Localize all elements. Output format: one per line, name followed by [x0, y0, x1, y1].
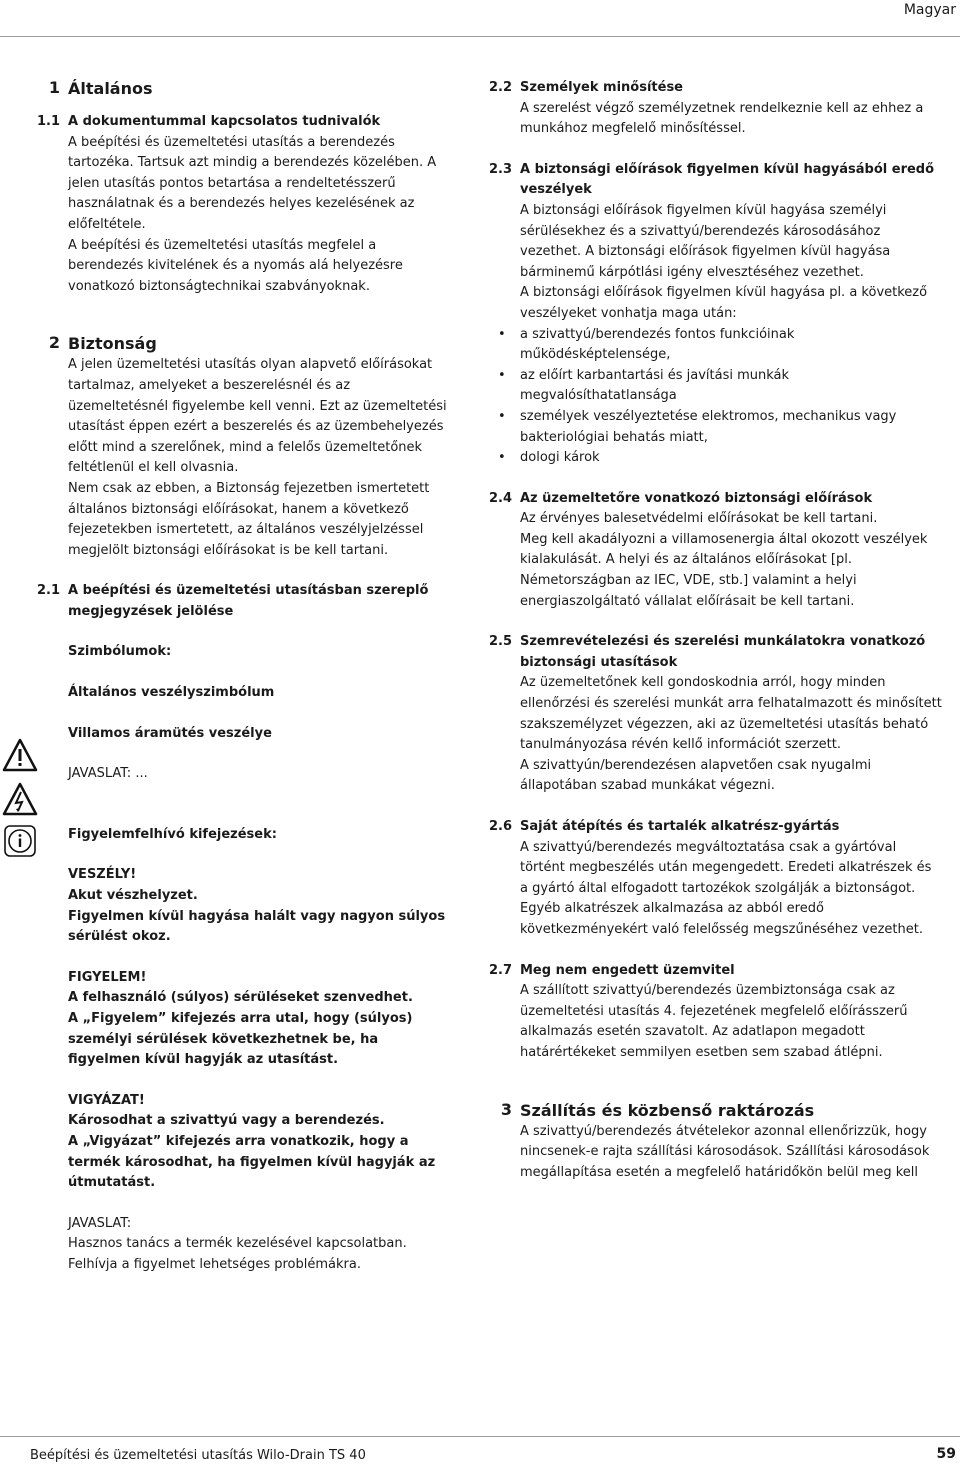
- warning-triangle-icon: [2, 738, 38, 772]
- paragraph: A szivattyú/berendezés átvételekor azonnal ellenőrizzük, hogy nincsenek-e rajta szállítási károsodások. Szállítási károsodások megállapítása esetén a megfelelő határidőkön belül meg kell: [520, 1123, 930, 1180]
- left-column: [30, 78, 450, 1276]
- caution-text: Károsodhat a szivattyú vagy a berendezés.: [68, 1113, 385, 1129]
- warning-text: A felhasználó (súlyos) sérüléseket szenvedhet.: [68, 990, 413, 1006]
- paragraph: A beépítési és üzemeltetési utasítás a berendezés tartozéka. Tartsuk azt mindig a berendezés közelében. A jelen utasítás pontos betartása a rendeltetésszerű használatnak és a berendezés helyes kezelésének az előfeltétele.: [68, 134, 437, 232]
- paragraph: A szivattyún/berendezésen alapvetően csak nyugalmi állapotában szabad munkákat végezni.: [520, 757, 872, 794]
- section-2-4: [482, 489, 942, 613]
- paragraph: A szállított szivattyú/berendezés üzembiztonsága csak az üzemeltetési utasítás 4. fejezetének megfelelő előírásszerű alkalmazás esetén szavatolt. Az adatlapon megadott határértékeket semmilyen esetben sem szabad átlépni.: [520, 983, 908, 1060]
- section-2-1: [30, 581, 450, 1275]
- warning-text: A „Figyelem” kifejezés arra utal, hogy (súlyos) személyi sérülések következhetnek be, ha figyelmen kívül hagyják az utasítást.: [68, 1011, 413, 1068]
- section-number: 2.2: [488, 80, 512, 95]
- paragraph: A szivattyú/berendezés megváltoztatása csak a gyártóval történt megbeszélés után megengedett. Eredeti alkatrészek és a gyártó által elfogadott tartozékok szolgálják a biztonságot. Egyéb alkatrészek alkalmazása az abból eredő következményekért való felelősség megszűnéséhez vezethet.: [520, 839, 932, 937]
- section-2-5: [482, 632, 942, 797]
- symbol-note-label: JAVASLAT: ...: [68, 766, 148, 782]
- symbol-general-label: Általános veszélyszimbólum: [68, 685, 275, 701]
- language-label: Magyar: [903, 2, 956, 18]
- hazard-list: [520, 325, 942, 469]
- section-title: Biztonság: [68, 334, 157, 354]
- list-item: • az előírt karbantartási és javítási munkák megvalósíthatatlansága: [520, 366, 942, 407]
- section-1-1: [30, 112, 450, 297]
- section-title: Saját átépítés és tartalék alkatrész-gyártás: [520, 819, 840, 834]
- section-title: Általános: [68, 79, 153, 98]
- section-number: 2.7: [488, 962, 512, 978]
- section-number: 2: [48, 333, 60, 353]
- note-title: JAVASLAT:: [68, 1215, 132, 1231]
- section-1: [30, 78, 450, 100]
- footer-title: Beépítési és üzemeltetési utasítás Wilo-Drain TS 40: [30, 1448, 366, 1463]
- section-title: A beépítési és üzemeltetési utasításban szereplő megjegyzések jelölése: [68, 583, 429, 619]
- caution-title: VIGYÁZAT!: [68, 1092, 145, 1108]
- page-number: 59: [936, 1446, 956, 1462]
- section-title: A biztonsági előírások figyelmen kívül hagyásából eredő veszélyek: [520, 161, 935, 198]
- section-title: Szemrevételezési és szerelési munkálatokra vonatkozó biztonsági utasítások: [520, 634, 926, 670]
- section-title: Szállítás és közbenső raktározás: [520, 1100, 815, 1120]
- danger-text: Figyelmen kívül hagyása halált vagy nagyon súlyos sérülést okoz.: [68, 908, 446, 945]
- section-number: 1.1: [36, 114, 60, 129]
- section-2: [30, 333, 450, 561]
- symbol-electric-label: Villamos áramütés veszélye: [68, 725, 272, 741]
- paragraph: A biztonsági előírások figyelmen kívül hagyása személyi sérülésekhez és a szivattyú/berendezés károsodásához vezethet. A biztonsági előírások figyelmen kívül hagyása bárminemű kárpótlási igény elvesztéséhez vezethet.: [520, 202, 891, 280]
- paragraph: Nem csak az ebben, a Biztonság fejezetben ismertetett általános biztonsági előírásokat, hanem a következő fejezetekben ismertetett, az általános veszélyjelzéssel megjelölt biztonsági előírásokat is be kell tartani.: [68, 480, 430, 558]
- electric-hazard-icon: [2, 782, 38, 816]
- right-column: [482, 78, 942, 1183]
- danger-text: Akut vészhelyzet.: [68, 888, 198, 904]
- section-2-2: [482, 78, 942, 140]
- note-text: Hasznos tanács a termék kezelésével kapcsolatban. Felhívja a figyelmet lehetséges problémákra.: [68, 1236, 407, 1272]
- section-title: Meg nem engedett üzemvitel: [520, 962, 735, 978]
- paragraph: A szerelést végző személyzetnek rendelkeznie kell az ehhez a munkához megfelelő minősítéssel.: [520, 100, 924, 137]
- paragraph: Meg kell akadályozni a villamosenergia által okozott veszélyek kialakulását. A helyi és az általános előírásokat [pl. Németországban az IEC, VDE, stb.] valamint a helyi energiaszolgáltató vállalat előírásait be kell tartani.: [520, 531, 928, 609]
- list-item: • személyek veszélyeztetése elektromos, mechanikus vagy bakteriológiai behatás miatt,: [520, 407, 942, 448]
- section-number: 2.5: [488, 634, 512, 650]
- paragraph: Az érvényes balesetvédelmi előírásokat be kell tartani.: [520, 511, 878, 527]
- paragraph: A jelen üzemeltetési utasítás olyan alapvető előírásokat tartalmaz, amelyeket a beszerelésnél és az üzemeltetésnél figyelembe kell venni. Ezt az üzemeltetési utasítást éppen ezért a beszerelés és az üzembehelyezés előtt mind a szerelőnek, mind a felelős üzemeltetőnek feltétlenül el kell olvasnia.: [68, 357, 447, 476]
- paragraph: Az üzemeltetőnek kell gondoskodnia arról, hogy minden ellenőrzési és szerelési munkát arra felhatalmazott és minősített szakszemélyzet végezzen, aki az üzemeltetési utasítás beható tanulmányozása révén kellő információt szerzett.: [520, 675, 942, 753]
- section-title: A dokumentummal kapcsolatos tudnivalók: [68, 114, 381, 129]
- section-title: Személyek minősítése: [520, 80, 683, 95]
- section-number: 2.6: [488, 819, 512, 834]
- section-number: 2.1: [36, 583, 60, 599]
- section-number: 3: [500, 1099, 512, 1119]
- caution-text: A „Vigyázat” kifejezés arra vonatkozik, hogy a termék károsodhat, ha figyelmen kívül hagyják az útmutatást.: [68, 1133, 436, 1191]
- list-item: • dologi károk: [520, 448, 942, 469]
- symbols-label: Szimbólumok:: [68, 644, 172, 660]
- section-3: [482, 1100, 942, 1184]
- paragraph: A beépítési és üzemeltetési utasítás megfelel a berendezés kivitelének és a nyomás alá helyezésre vonatkozó biztonságtechnikai szabványoknak.: [68, 237, 403, 294]
- list-item: • a szivattyú/berendezés fontos funkcióinak működésképtelensége,: [520, 325, 942, 366]
- section-2-3: [482, 160, 942, 469]
- section-number: 2.4: [488, 490, 512, 506]
- section-number: 1: [48, 78, 60, 97]
- signal-words-label: Figyelemfelhívó kifejezések:: [68, 826, 277, 842]
- section-title: Az üzemeltetőre vonatkozó biztonsági előírások: [520, 490, 873, 506]
- paragraph: A biztonsági előírások figyelmen kívül hagyása pl. a következő veszélyeket vonhatja maga után:: [520, 285, 928, 321]
- section-2-7: [482, 961, 942, 1064]
- section-2-6: [482, 817, 942, 941]
- danger-title: VESZÉLY!: [68, 867, 137, 883]
- footer-divider: [0, 1436, 960, 1437]
- section-number: 2.3: [488, 161, 512, 177]
- info-icon: [2, 824, 38, 858]
- warning-title: FIGYELEM!: [68, 969, 147, 985]
- header-divider: [0, 36, 960, 37]
